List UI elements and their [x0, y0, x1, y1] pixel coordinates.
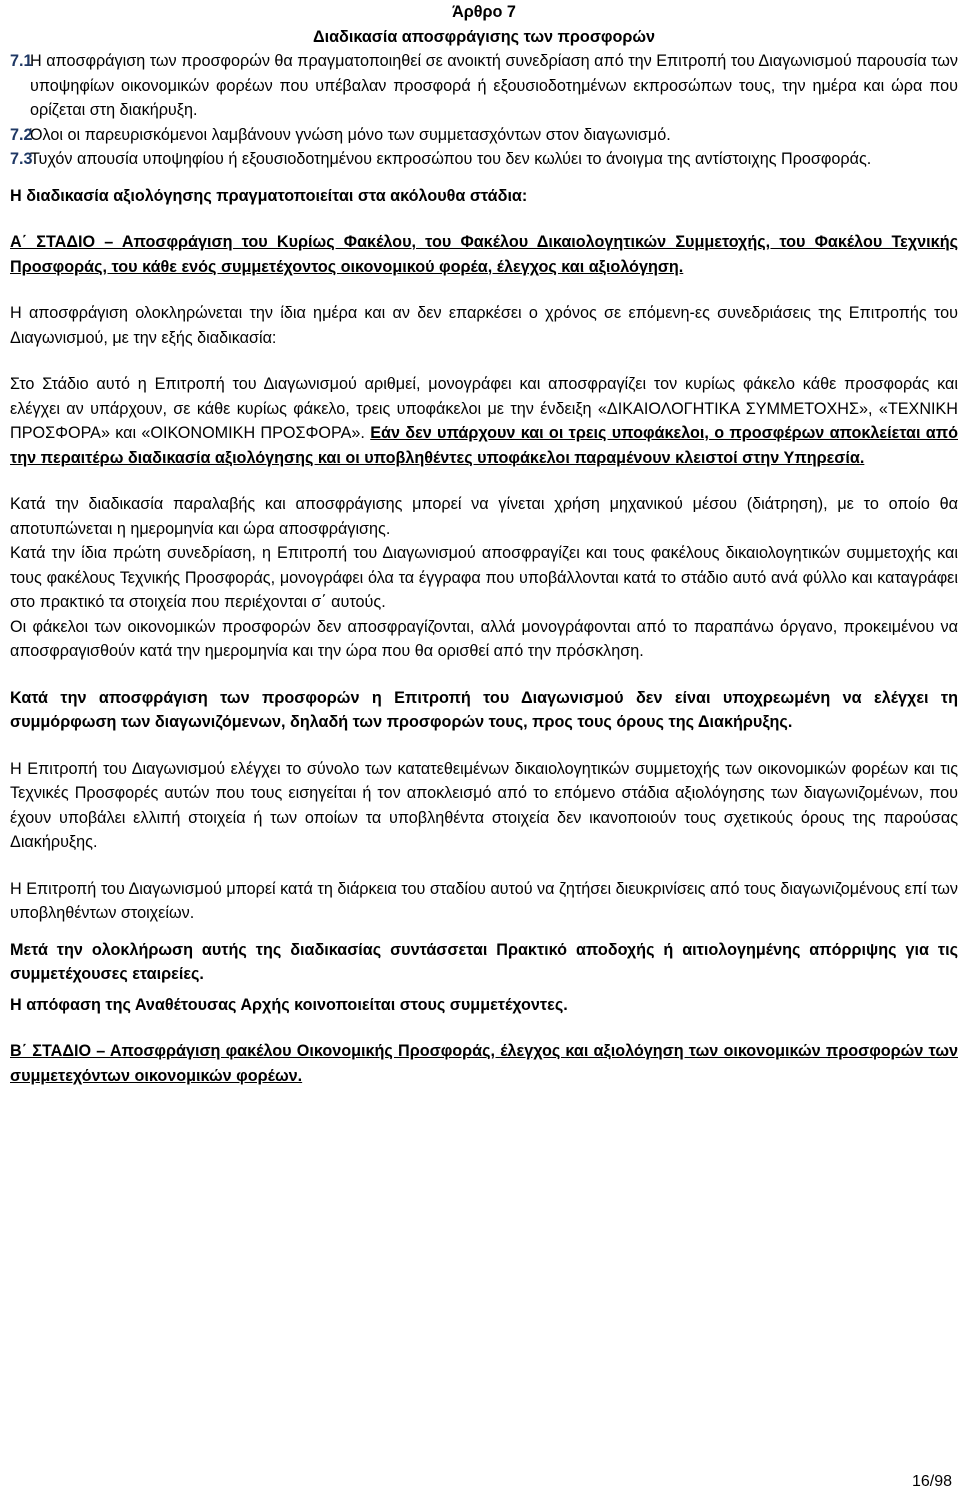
- page-number: 16/98: [911, 1473, 952, 1490]
- paragraph-financial-envelopes: Οι φάκελοι των οικονομικών προσφορών δεν αποσφραγίζονται, αλλά μονογράφονται από το παραπάνω όργανο, προκειμένου να αποσφραγισθούν κατά την ημερομηνία και την ώρα που θα ορισθεί από την πρόσκληση.: [10, 617, 958, 660]
- paragraph-minutes: Μετά την ολοκλήρωση αυτής της διαδικασίας συντάσσεται Πρακτικό αποδοχής ή αιτιολογημένης απόρριψης για τις συμμετέχουσες εταιρείες.: [10, 940, 958, 983]
- section-7-3-number: 7.3: [10, 150, 33, 168]
- paragraph-decision: Η απόφαση της Αναθέτουσας Αρχής κοινοποιείται στους συμμετέχοντες.: [10, 995, 568, 1014]
- section-7-2-number: 7.2: [10, 125, 33, 144]
- paragraph-clarifications: Η Επιτροπή του Διαγωνισμού μπορεί κατά τη διάρκεια του σταδίου αυτού να ζητήσει διευκρινίσεις από τους διαγωνιζομένους επί των υποβληθέντων στοιχείων.: [10, 879, 958, 922]
- section-7-2: [10, 123, 958, 148]
- stages-intro: Η διαδικασία αξιολόγησης πραγματοποιείται στα ακόλουθα στάδια:: [10, 186, 528, 205]
- section-7-3-text: Τυχόν απουσία υποψηφίου ή εξουσιοδοτημένου εκπροσώπου του δεν κωλύει το άνοιγμα της αντίστοιχης Προσφοράς.: [30, 150, 872, 168]
- article-number: Άρθρο 7: [452, 3, 516, 21]
- paragraph-stage-procedure: [10, 372, 958, 470]
- section-7-2-text: Όλοι οι παρευρισκόμενοι λαμβάνουν γνώση μόνο των συμμετασχόντων στον διαγωνισμό.: [30, 125, 671, 144]
- stage-b-heading: Β΄ ΣΤΑΔΙΟ – Αποσφράγιση φακέλου Οικονομικής Προσφοράς, έλεγχος και αξιολόγηση των οικονομικών προσφορών των συμμετεχόντων οικονομικών φορέων.: [10, 1042, 958, 1085]
- section-7-1-text: Η αποσφράγιση των προσφορών θα πραγματοποιηθεί σε ανοικτή συνεδρίαση από την Επιτροπή του Διαγωνισμού παρουσία των υποψηφίων οικονομικών φορέων που υπέβαλαν προσφορά ή εξουσιοδοτημένων εκπροσώπων τους, την ημέρα και ώρα που ορίζεται στη διακήρυξη.: [30, 52, 958, 119]
- paragraph-committee-check: Η Επιτροπή του Διαγωνισμού ελέγχει το σύνολο των κατατεθειμένων δικαιολογητικών συμμετοχής των οικονομικών φορέων και τις Τεχνικές Προσφορές αυτών που τους εισηγείται ή τον αποκλεισμό από το επόμενο στάδια αξιολόγησης των διαγωνιζομένων, που έχουν υποβάλει ελλιπή στοιχεία ή των οποίων τα υποβληθέντα στοιχεία δεν ικανοποιούν τους σχετικούς όρους της παρούσας Διακήρυξης.: [10, 759, 958, 851]
- paragraph-first-session: Κατά την ίδια πρώτη συνεδρίαση, η Επιτροπή του Διαγωνισμού αποσφραγίζει και τους φακέλους δικαιολογητικών συμμετοχής και τους φακέλους Τεχνικής Προσφοράς, μονογράφει όλα τα έγγραφα που υποβάλλονται κατά το στάδιο αυτό ανά φύλλο και καταγράφει στο πρακτικό τα στοιχεία που περιέχονται σ΄ αυτούς.: [10, 544, 958, 611]
- paragraph-exclusion-note: Εάν δεν υπάρχουν και οι τρεις υποφάκελοι, ο προσφέρων αποκλείεται από την περαιτέρω διαδικασία αξιολόγησης και οι υποβληθέντες υποφάκελοι παραμένουν κλειστοί στην Υπηρεσία.: [10, 424, 959, 467]
- paragraph-compliance-note: Κατά την αποσφράγιση των προσφορών η Επιτροπή του Διαγωνισμού δεν είναι υποχρεωμένη να ελέγχει τη συμμόρφωση των διαγωνιζόμενων, δηλαδή των προσφορών τους, προς τους όρους της Διακήρυξης.: [10, 688, 958, 731]
- article-title: Διαδικασία αποσφράγισης των προσφορών: [312, 27, 656, 46]
- paragraph-stage-procedure-text: Στο Στάδιο αυτό η Επιτροπή του Διαγωνισμού αριθμεί, μονογράφει και αποσφραγίζει τον κυρίως φάκελο κάθε προσφοράς και ελέγχει αν υπάρχουν, σε κάθε κυρίως φάκελο, τρεις υποφάκελοι με την ένδειξη «ΔΙΚΑΙΟΛΟΓΗΤΙΚΑ ΣΥΜΜΕΤΟΧΗΣ», «ΤΕΧΝΙΚΗ ΠΡΟΣΦΟΡΑ» και «ΟΙΚΟΝΟΜΙΚΗ ΠΡΟΣΦΟΡΑ».: [10, 375, 958, 442]
- paragraph-completion: Η αποσφράγιση ολοκληρώνεται την ίδια ημέρα και αν δεν επαρκέσει ο χρόνος σε επόμενη-ες συνεδριάσεις της Επιτροπής του Διαγωνισμού, με την εξής διαδικασία:: [10, 304, 958, 347]
- document-page: [10, 0, 958, 1088]
- section-7-1: [10, 49, 958, 123]
- section-7-3: [10, 147, 958, 172]
- paragraph-perforation: Κατά την διαδικασία παραλαβής και αποσφράγισης μπορεί να γίνεται χρήση μηχανικού μέσου (διάτρηση), με το οποίο θα αποτυπώνεται η ημερομηνία και ώρα αποσφράγισης.: [10, 495, 958, 538]
- stage-a-heading: Α΄ ΣΤΑΔΙΟ – Αποσφράγιση του Κυρίως Φακέλου, του Φακέλου Δικαιολογητικών Συμμετοχής, του Φακέλου Τεχνικής Προσφοράς, του κάθε ενός συμμετέχοντος οικονομικού φορέα, έλεγχος και αξιολόγηση.: [10, 233, 958, 276]
- section-7-1-number: 7.1: [10, 52, 33, 70]
